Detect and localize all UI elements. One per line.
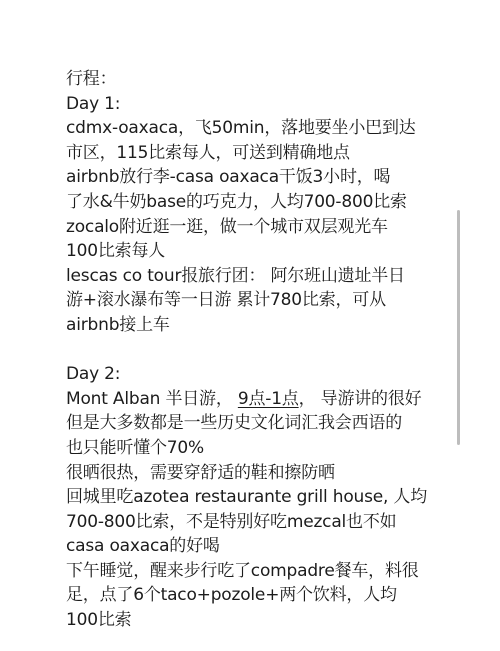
day1-title: Day 1: [66, 93, 121, 114]
day2-line: 700-800比索，不是特别好吃mezcal也不如 [66, 511, 397, 532]
day2-line: 下午睡觉，醒来步行吃了compadre餐车，料很 [66, 560, 419, 581]
day2-title: Day 2: [66, 364, 121, 385]
day1-line: cdmx-oaxaca，飞50min，落地要坐小巴到达 [66, 118, 416, 139]
blank-line [66, 338, 446, 363]
day1-line: lescas co tour报旅行团： 阿尔班山遗址半日 [66, 265, 405, 286]
day1-line: 游+滚水瀑布等一日游 累计780比索，可从 [66, 290, 386, 311]
day2-line: 很晒很热，需要穿舒适的鞋和擦防晒 [66, 462, 335, 483]
day1-line: 100比索每人 [66, 241, 166, 262]
day2-tour-text-end: ， 导游讲的很好 [298, 388, 422, 409]
day2-line: 100比索 [66, 610, 132, 631]
day2-line: casa oaxaca的好喝 [66, 536, 220, 557]
tour-time-underlined: 9点-1点 [237, 388, 299, 409]
day1-line: 市区，115比索每人，可送到精确地点 [66, 142, 350, 163]
day1-line: 了水&牛奶base的巧克力，人均700-800比索 [66, 191, 407, 212]
itinerary-header: 行程： [66, 69, 117, 89]
day2-line: 也只能听懂个70% [66, 437, 204, 458]
day1-line: zocalo附近逛一逛，做一个城市双层观光车 [66, 216, 388, 237]
note-body [66, 67, 446, 633]
day2-line: 回城里吃azotea restaurante grill house, 人均 [66, 487, 428, 508]
day2-line: 但是大多数都是一些历史文化词汇我会西语的 [66, 413, 402, 434]
vertical-scrollbar[interactable] [457, 210, 460, 445]
day2-line [66, 387, 446, 412]
day2-tour-text: Mont Alban 半日游， [66, 388, 238, 409]
day1-line: airbnb放行李-casa oaxaca干饭3小时，喝 [66, 167, 391, 188]
day2-line: 足，点了6个taco+pozole+两个饮料，人均 [66, 585, 397, 606]
day1-line: airbnb接上车 [66, 314, 170, 335]
